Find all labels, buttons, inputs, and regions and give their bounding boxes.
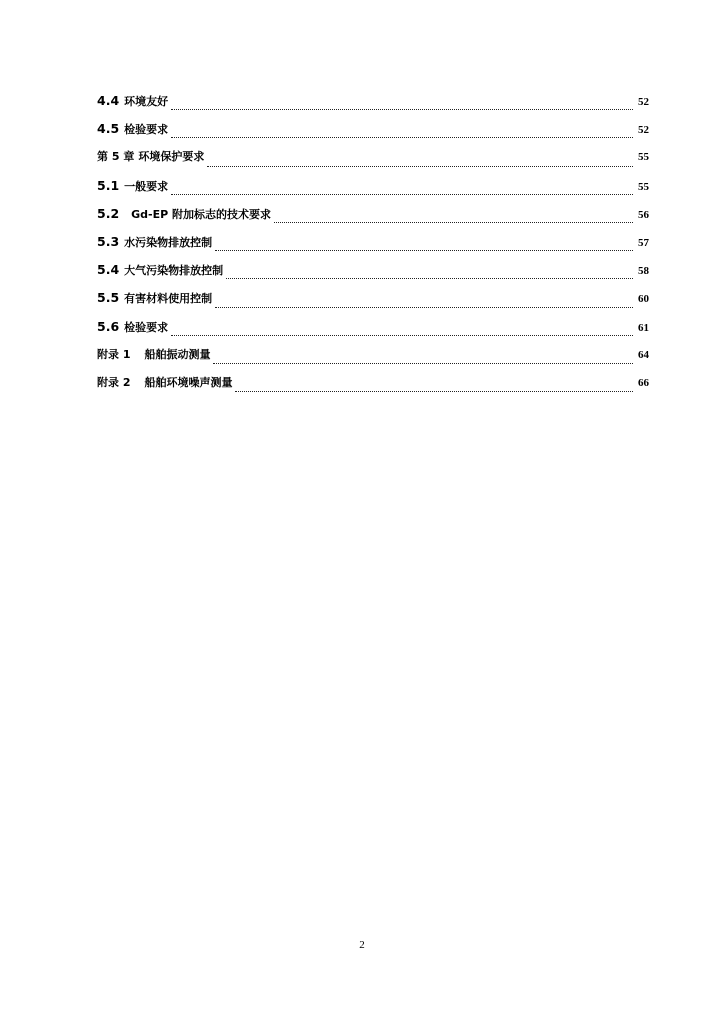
toc-entry-title: 检验要求 <box>124 320 169 334</box>
toc-entry-page: 52 <box>638 96 649 108</box>
toc-leader-dots <box>213 363 633 364</box>
toc-entry-number: 5.6 <box>97 318 120 334</box>
toc-entry-page: 55 <box>638 151 649 164</box>
toc-leader-dots <box>235 391 633 392</box>
toc-entry-5-3[interactable] <box>97 232 649 260</box>
toc-entry-5-2[interactable] <box>97 204 649 232</box>
toc-entry-title: 一般要求 <box>124 179 169 193</box>
toc-leader-dots <box>171 109 633 110</box>
table-of-contents <box>97 91 649 401</box>
toc-entry-number: 4.4 <box>97 93 120 108</box>
toc-entry-title: 检验要求 <box>124 123 169 137</box>
toc-entry-page: 56 <box>638 208 649 221</box>
toc-entry-title: 船舶振动测量 <box>144 347 211 361</box>
toc-leader-dots <box>171 137 633 138</box>
toc-entry-number: 5.1 <box>97 177 120 193</box>
toc-entry-number: 5.3 <box>97 233 120 249</box>
toc-leader-dots <box>226 278 633 279</box>
toc-entry-chapter-5[interactable] <box>97 147 649 175</box>
toc-entry-5-4[interactable] <box>97 260 649 288</box>
toc-entry-5-1[interactable] <box>97 176 649 204</box>
toc-entry-page: 58 <box>638 265 649 278</box>
toc-entry-page: 64 <box>638 348 649 361</box>
toc-entry-title: 船舶环境噪声测量 <box>144 375 233 389</box>
toc-entry-page: 66 <box>638 376 649 389</box>
toc-entry-page: 60 <box>638 293 649 306</box>
toc-entry-appendix-1[interactable] <box>97 345 649 373</box>
page-number: 2 <box>359 939 365 951</box>
toc-entry-4-5[interactable] <box>97 119 649 147</box>
toc-entry-number: 附录 1 <box>97 347 131 361</box>
toc-leader-dots <box>171 335 633 336</box>
toc-entry-page: 52 <box>638 124 649 137</box>
toc-entry-4-4[interactable] <box>97 91 649 119</box>
toc-entry-number: 第 5 章 <box>97 150 135 164</box>
toc-entry-title: 环境友好 <box>124 95 169 108</box>
toc-entry-title: 水污染物排放控制 <box>124 235 213 249</box>
toc-entry-number: 4.5 <box>97 121 120 137</box>
toc-entry-number: 5.2 <box>97 205 120 221</box>
toc-entry-title: Gd-EP 附加标志的技术要求 <box>131 207 272 221</box>
toc-entry-page: 61 <box>638 321 649 334</box>
toc-leader-dots <box>215 307 633 308</box>
toc-entry-number: 5.5 <box>97 290 120 306</box>
toc-entry-appendix-2[interactable] <box>97 373 649 401</box>
toc-entry-title: 环境保护要求 <box>138 150 205 164</box>
toc-entry-title: 有害材料使用控制 <box>124 292 213 306</box>
toc-leader-dots <box>171 194 633 195</box>
toc-entry-title: 大气污染物排放控制 <box>124 264 224 278</box>
toc-entry-5-6[interactable] <box>97 317 649 345</box>
toc-entry-page: 57 <box>638 236 649 249</box>
toc-leader-dots <box>274 222 633 223</box>
toc-entry-number: 5.4 <box>97 262 120 278</box>
toc-entry-page: 55 <box>638 180 649 193</box>
toc-entry-number: 附录 2 <box>97 375 131 389</box>
toc-leader-dots <box>207 166 633 167</box>
toc-leader-dots <box>215 250 633 251</box>
toc-entry-5-5[interactable] <box>97 288 649 316</box>
